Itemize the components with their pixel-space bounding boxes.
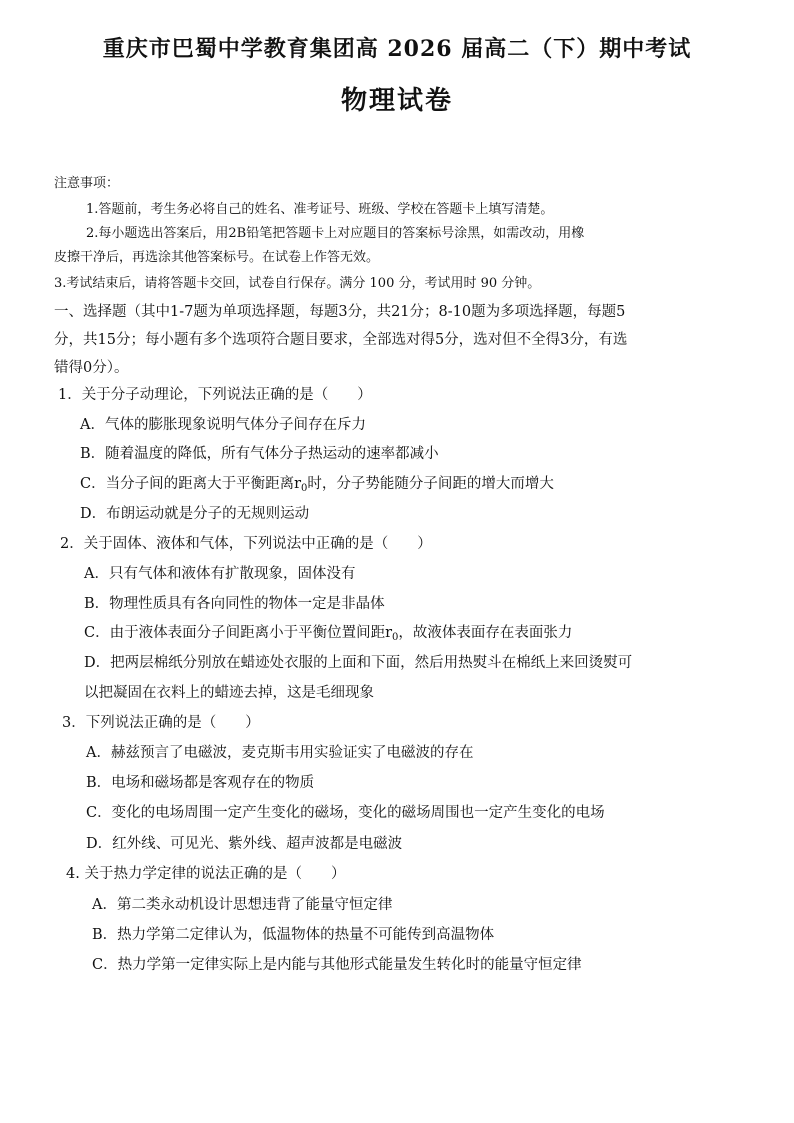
question-1-option-c — [80, 472, 554, 494]
question-3-stem: 3．下列说法正确的是（ ） — [62, 715, 260, 731]
notes-heading: 注意事项： — [54, 176, 120, 191]
exam-title: 重庆市巴蜀中学教育集团高 2026 届高二（下）期中考试 — [102, 36, 692, 62]
note-item-2-line-1: 2.每小题选出答案后，用2B铅笔把答题卡上对应题目的答案标号涂黑，如需改动，用橡 — [86, 226, 585, 241]
question-3-option-a: A．赫兹预言了电磁波，麦克斯韦用实验证实了电磁波的存在 — [86, 745, 474, 761]
question-1-option-c-pre: C．当分子间的距离大于平衡距离r — [80, 476, 302, 492]
question-1-option-b: B．随着温度的降低，所有气体分子热运动的速率都减小 — [80, 446, 439, 462]
question-2-option-b: B．物理性质具有各向同性的物体一定是非晶体 — [84, 596, 385, 612]
question-2-option-d-line-2: 以把凝固在衣料上的蜡迹去掉，这是毛细现象 — [84, 685, 374, 701]
note-item-3: 3.考试结束后，请将答题卡交回，试卷自行保存。满分 100 分，考试用时 90 分钟。 — [54, 276, 541, 291]
question-4-option-a: A．第二类永动机设计思想违背了能量守恒定律 — [92, 897, 393, 913]
question-4-option-c: C．热力学第一定律实际上是内能与其他形式能量发生转化时的能量守恒定律 — [92, 957, 582, 973]
question-1-option-c-sub: 0 — [301, 483, 308, 494]
question-3-option-b: B．电场和磁场都是客观存在的物质 — [86, 775, 315, 791]
question-2-option-c-sub: 0 — [392, 632, 399, 643]
question-2-option-d-line-1: D．把两层棉纸分别放在蜡迹处衣服的上面和下面，然后用热熨斗在棉纸上来回烫熨可 — [84, 655, 633, 671]
question-3-option-d: D．红外线、可见光、紫外线、超声波都是电磁波 — [86, 836, 403, 852]
question-2-option-a: A．只有气体和液体有扩散现象，固体没有 — [84, 566, 356, 582]
question-1-option-a: A．气体的膨胀现象说明气体分子间存在斥力 — [80, 417, 366, 433]
question-1-stem: 1．关于分子动理论，下列说法正确的是（ ） — [58, 387, 372, 403]
note-item-1: 1.答题前，考生务必将自己的姓名、准考证号、班级、学校在答题卡上填写清楚。 — [86, 202, 554, 217]
question-2-option-c — [84, 621, 572, 643]
section-heading-line-2: 分，共15分；每小题有多个选项符合题目要求，全部选对得5分，选对但不全得3分，有选 — [54, 332, 628, 348]
question-4-option-b: B．热力学第二定律认为，低温物体的热量不可能传到高温物体 — [92, 927, 495, 943]
section-heading-line-3: 错得0分）。 — [54, 360, 129, 376]
question-1-option-c-post: 时，分子势能随分子间距的增大而增大 — [307, 476, 554, 492]
note-item-2-line-2: 皮擦干净后，再选涂其他答案标号。在试卷上作答无效。 — [54, 250, 380, 265]
question-1-option-d: D．布朗运动就是分子的无规则运动 — [80, 506, 310, 522]
question-2-option-c-pre: C．由于液体表面分子间距离小于平衡位置间距r — [84, 625, 393, 641]
section-heading-line-1: 一、选择题（其中1-7题为单项选择题，每题3分，共21分；8-10题为多项选择题，每题5 — [54, 304, 626, 320]
question-2-option-c-post: ，故液体表面存在表面张力 — [398, 625, 573, 641]
question-2-stem: 2．关于固体、液体和气体，下列说法中正确的是（ ） — [60, 536, 432, 552]
subject-title: 物理试卷 — [340, 86, 453, 116]
question-3-option-c: C．变化的电场周围一定产生变化的磁场，变化的磁场周围也一定产生变化的电场 — [86, 805, 605, 821]
question-4-stem: 4. 关于热力学定律的说法正确的是（ ） — [66, 866, 346, 882]
